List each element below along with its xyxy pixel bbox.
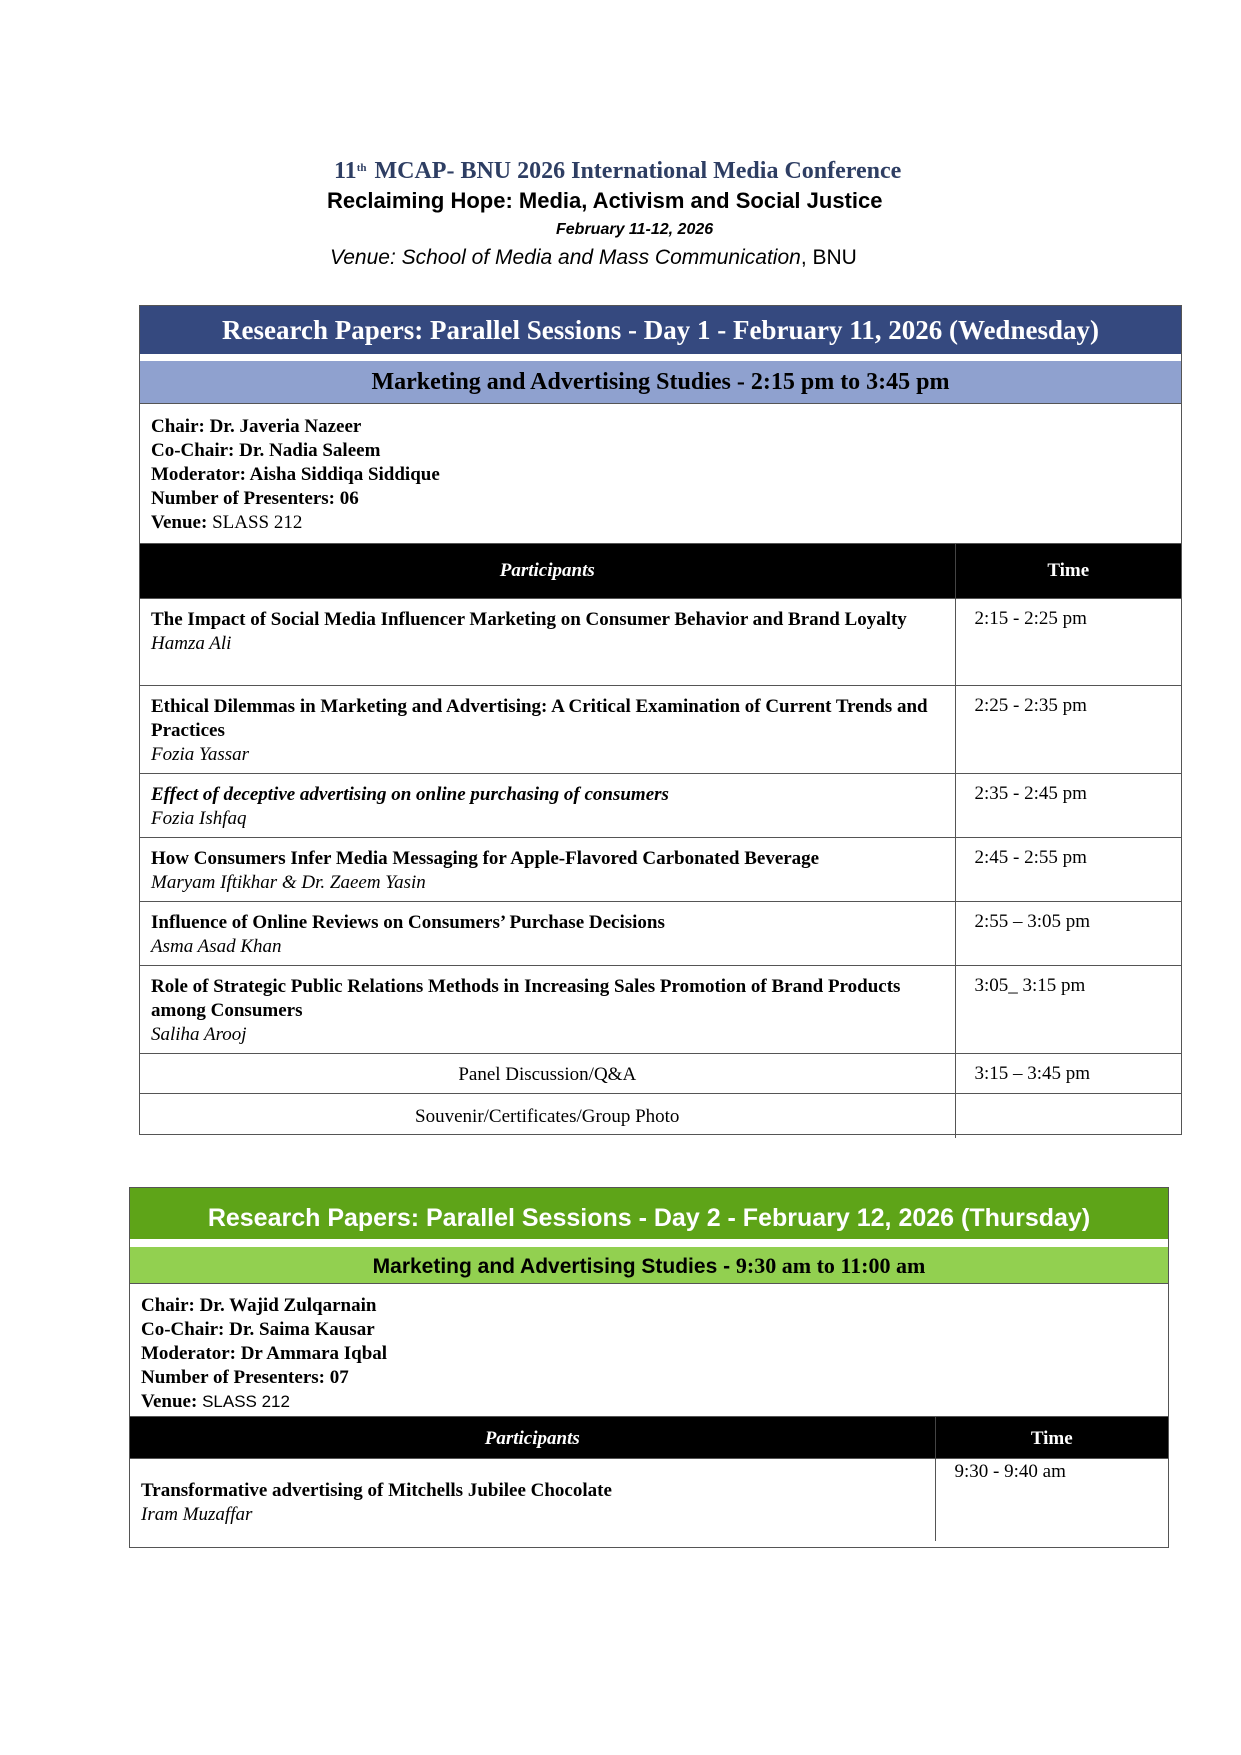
- paper-author: Fozia Ishfaq: [151, 808, 247, 829]
- closing-time: [955, 1094, 1181, 1138]
- day1-participants-table: [140, 543, 1181, 1138]
- table-header-row: [140, 544, 1181, 599]
- venue-key: Venue:: [141, 1391, 198, 1412]
- paper-author: Maryam Iftikhar & Dr. Zaeem Yasin: [151, 872, 426, 893]
- day2-participants-table: [130, 1416, 1168, 1541]
- day1-title: Research Papers: Parallel Sessions - Day 1 - February 11, 2026 (Wednesday): [140, 306, 1181, 354]
- table-header-row: [130, 1417, 1168, 1459]
- venue-suffix: , BNU: [800, 246, 857, 269]
- band-gap: [130, 1239, 1168, 1247]
- paper-time: 3:05_ 3:15 pm: [955, 966, 1181, 1054]
- conference-title: [334, 158, 901, 185]
- table-row: [140, 838, 1181, 902]
- venue-label: Venue: School of Media and Mass Communication: [330, 246, 801, 269]
- col-participants: Participants: [130, 1417, 935, 1459]
- paper-title: Transformative advertising of Mitchells Jubilee Chocolate: [141, 1480, 612, 1501]
- session-venue: [141, 1390, 1168, 1414]
- conference-venue: [330, 246, 857, 270]
- edition-number: 11: [334, 158, 357, 184]
- session-venue: [151, 511, 1181, 535]
- band-gap: [140, 354, 1181, 361]
- session-time: 9:30 am to 11:00 am: [735, 1253, 926, 1278]
- paper-time: 2:45 - 2:55 pm: [955, 838, 1181, 902]
- panel-discussion: Panel Discussion/Q&A: [140, 1054, 955, 1094]
- paper-time: 2:35 - 2:45 pm: [955, 774, 1181, 838]
- conference-name: MCAP- BNU 2026 International Media Conference: [374, 158, 902, 184]
- presenter-count: Number of Presenters: 07: [141, 1367, 349, 1388]
- paper-time: 2:55 – 3:05 pm: [955, 902, 1181, 966]
- col-time: Time: [935, 1417, 1168, 1459]
- paper-time: 9:30 - 9:40 am: [935, 1459, 1168, 1541]
- paper-title: Ethical Dilemmas in Marketing and Advertising: A Critical Examination of Current Trends and Practices: [151, 696, 928, 741]
- day2-session-name: [130, 1247, 1168, 1284]
- paper-author: Asma Asad Khan: [151, 936, 282, 957]
- edition-suffix: th: [356, 162, 367, 174]
- col-time: Time: [955, 544, 1181, 599]
- chair: Chair: Dr. Wajid Zulqarnain: [141, 1295, 377, 1316]
- table-row: [130, 1459, 1168, 1541]
- table-row: [140, 686, 1181, 774]
- venue-value: SLASS 212: [212, 512, 303, 533]
- co-chair: Co-Chair: Dr. Saima Kausar: [141, 1319, 375, 1340]
- panel-row: [140, 1054, 1181, 1094]
- presenter-count: Number of Presenters: 06: [151, 488, 359, 509]
- table-row: [140, 902, 1181, 966]
- paper-author: Iram Muzaffar: [141, 1504, 253, 1525]
- paper-author: Hamza Ali: [151, 633, 232, 654]
- paper-title: How Consumers Infer Media Messaging for Apple-Flavored Carbonated Beverage: [151, 848, 820, 869]
- paper-time: 2:25 - 2:35 pm: [955, 686, 1181, 774]
- paper-title: The Impact of Social Media Influencer Marketing on Consumer Behavior and Brand Loyalty: [151, 609, 907, 630]
- chair: Chair: Dr. Javeria Nazeer: [151, 416, 362, 437]
- paper-author: Fozia Yassar: [151, 744, 250, 765]
- paper-author: Saliha Arooj: [151, 1024, 247, 1045]
- paper-title: Influence of Online Reviews on Consumers’ Purchase Decisions: [151, 912, 665, 933]
- panel-time: 3:15 – 3:45 pm: [955, 1054, 1181, 1094]
- moderator: Moderator: Aisha Siddiqa Siddique: [151, 464, 440, 485]
- table-row: [140, 774, 1181, 838]
- venue-key: Venue:: [151, 512, 208, 533]
- day2-title: Research Papers: Parallel Sessions - Day 2 - February 12, 2026 (Thursday): [130, 1188, 1168, 1239]
- paper-time: 2:15 - 2:25 pm: [955, 599, 1181, 686]
- day2-session-info: [130, 1284, 1168, 1416]
- paper-title: Effect of deceptive advertising on online purchasing of consumers: [151, 784, 669, 805]
- conference-dates: February 11-12, 2026: [556, 221, 714, 238]
- co-chair: Co-Chair: Dr. Nadia Saleem: [151, 440, 381, 461]
- moderator: Moderator: Dr Ammara Iqbal: [141, 1343, 388, 1364]
- day1-session-table: [139, 305, 1182, 1135]
- closing-row: [140, 1094, 1181, 1138]
- col-participants: Participants: [140, 544, 955, 599]
- conference-theme: Reclaiming Hope: Media, Activism and Social Justice: [327, 188, 883, 213]
- paper-title: Role of Strategic Public Relations Methods in Increasing Sales Promotion of Brand Products among Consumers: [151, 976, 901, 1021]
- table-row: [140, 599, 1181, 686]
- day2-session-table: [129, 1187, 1169, 1548]
- table-row: [140, 966, 1181, 1054]
- day1-session-name: Marketing and Advertising Studies - 2:15 pm to 3:45 pm: [140, 361, 1181, 404]
- venue-value: SLASS 212: [202, 1392, 290, 1411]
- closing-activity: Souvenir/Certificates/Group Photo: [140, 1094, 955, 1138]
- session-name: Marketing and Advertising Studies -: [372, 1255, 736, 1278]
- day1-session-info: [140, 404, 1181, 543]
